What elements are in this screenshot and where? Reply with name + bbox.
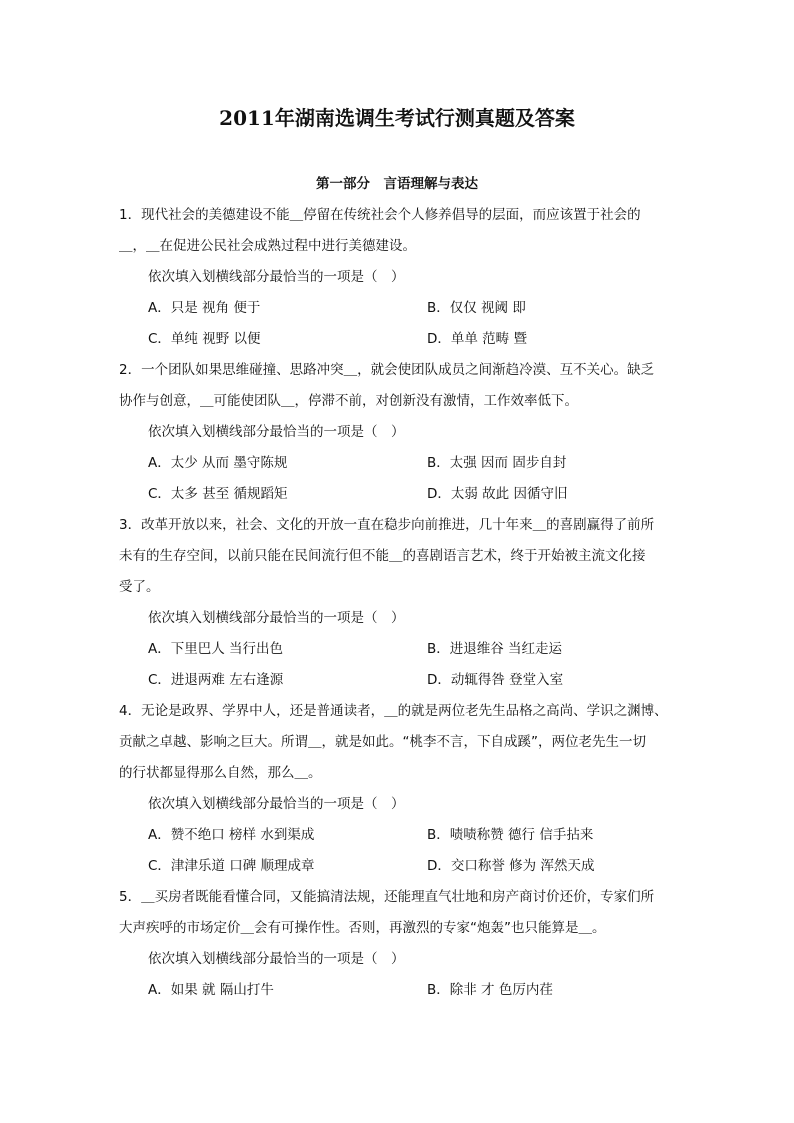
option-a: A．只是 视角 便于 bbox=[148, 300, 261, 316]
question-instruction: 依次填入划横线部分最恰当的一项是（ ） bbox=[148, 796, 405, 812]
question-text-line: 5．＿买房者既能看懂合同，又能搞清法规，还能理直气壮地和房产商讨价还价，专家们所 bbox=[119, 889, 655, 905]
question-text-line: 4．无论是政界、学界中人，还是普通读者，＿的就是两位老先生品格之高尚、学识之渊博、 bbox=[119, 703, 668, 719]
option-a: A．赞不绝口 榜样 水到渠成 bbox=[148, 827, 315, 843]
questions-body bbox=[119, 204, 679, 1010]
option-b: B．除非 才 色厉内荏 bbox=[427, 982, 553, 998]
question-4 bbox=[119, 700, 679, 886]
option-a: A．如果 就 隔山打牛 bbox=[148, 982, 274, 998]
question-text-line: 未有的生存空间，以前只能在民间流行但不能＿的喜剧语言艺术，终于开始被主流文化接 bbox=[119, 548, 646, 564]
section-heading: 第一部分 言语理解与表达 bbox=[316, 176, 478, 192]
option-row bbox=[119, 297, 679, 328]
option-c: C．津津乐道 口碑 顺理成章 bbox=[148, 858, 315, 874]
option-d: D．动辄得咎 登堂入室 bbox=[427, 672, 564, 688]
option-b: B．太强 因而 固步自封 bbox=[427, 455, 567, 471]
option-a: A．下里巴人 当行出色 bbox=[148, 641, 284, 657]
option-a: A．太少 从而 墨守陈规 bbox=[148, 455, 288, 471]
option-c: C．单纯 视野 以便 bbox=[148, 331, 261, 347]
question-text-line: 3．改革开放以来，社会、文化的开放一直在稳步向前推进，几十年来＿的喜剧赢得了前所 bbox=[119, 517, 655, 533]
option-d: D．交口称誉 修为 浑然天成 bbox=[427, 858, 595, 874]
document-title: 2011年湖南选调生考试行测真题及答案 bbox=[219, 106, 575, 130]
option-b: B．仅仅 视阈 即 bbox=[427, 300, 526, 316]
question-text-line: 贡献之卓越、影响之巨大。所谓＿，就是如此。“桃李不言，下自成蹊”，两位老先生一切 bbox=[119, 734, 646, 750]
question-text-line: 协作与创意，＿可能使团队＿，停滞不前，对创新没有激情，工作效率低下。 bbox=[119, 393, 578, 409]
option-b: B．进退维谷 当红走运 bbox=[427, 641, 563, 657]
option-d: D．太弱 故此 因循守旧 bbox=[427, 486, 568, 502]
option-d: D．单单 范畴 暨 bbox=[427, 331, 527, 347]
question-instruction: 依次填入划横线部分最恰当的一项是（ ） bbox=[148, 424, 405, 440]
option-row bbox=[119, 855, 679, 886]
question-5 bbox=[119, 886, 679, 1010]
question-text-line: 1．现代社会的美德建设不能＿停留在传统社会个人修养倡导的层面，而应该置于社会的 bbox=[119, 207, 641, 223]
question-text-line: 受了。 bbox=[119, 579, 160, 595]
question-text-line: 2．一个团队如果思维碰撞、思路冲突＿，就会使团队成员之间渐趋冷漠、互不关心。缺乏 bbox=[119, 362, 655, 378]
option-row bbox=[119, 452, 679, 483]
option-c: C．进退两难 左右逢源 bbox=[148, 672, 284, 688]
option-row bbox=[119, 824, 679, 855]
question-text-line: 大声疾呼的市场定价＿会有可操作性。否则，再激烈的专家“炮轰”也只能算是＿。 bbox=[119, 920, 606, 936]
question-2 bbox=[119, 359, 679, 514]
option-row bbox=[119, 328, 679, 359]
option-row bbox=[119, 669, 679, 700]
question-text-line: ＿，＿在促进公民社会成熟过程中进行美德建设。 bbox=[119, 238, 416, 254]
question-3 bbox=[119, 514, 679, 700]
option-row bbox=[119, 483, 679, 514]
option-row bbox=[119, 979, 679, 1010]
option-b: B．啧啧称赞 德行 信手拈来 bbox=[427, 827, 594, 843]
option-c: C．太多 甚至 循规蹈矩 bbox=[148, 486, 288, 502]
question-1 bbox=[119, 204, 679, 359]
question-instruction: 依次填入划横线部分最恰当的一项是（ ） bbox=[148, 951, 405, 967]
question-text-line: 的行状都显得那么自然，那么＿。 bbox=[119, 765, 322, 781]
question-instruction: 依次填入划横线部分最恰当的一项是（ ） bbox=[148, 610, 405, 626]
option-row bbox=[119, 638, 679, 669]
question-instruction: 依次填入划横线部分最恰当的一项是（ ） bbox=[148, 269, 405, 285]
